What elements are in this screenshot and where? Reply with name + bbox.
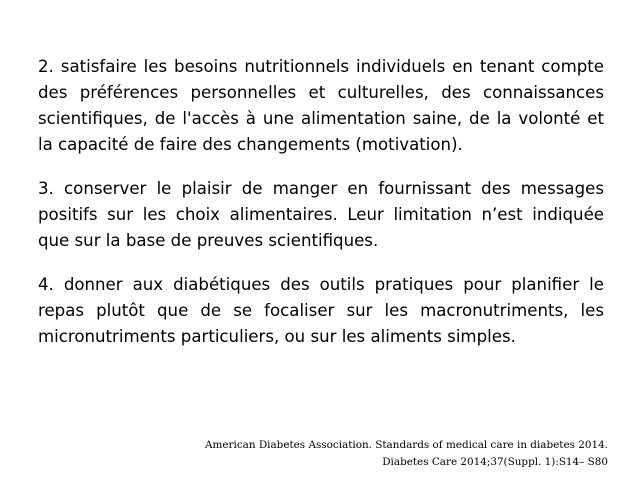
citation-line-2: Diabetes Care 2014;37(Suppl. 1):S14– S80	[382, 456, 608, 468]
citation-line-1: American Diabetes Association. Standards of medical care in diabetes 2014.	[205, 439, 608, 451]
recommendation-item-4: 4. donner aux diabétiques des outils pratiques pour planifier le repas plutôt que de se focaliser sur les macronutriments, les micronutriments particuliers, ou sur les aliments simples.	[38, 275, 604, 346]
recommendations-list	[38, 54, 604, 368]
recommendation-item-2: 2. satisfaire les besoins nutritionnels individuels en tenant compte des préférences personnelles et culturelles, des connaissances scientifiques, de l'accès à une alimentation saine, de la volonté et la capacité de faire des changements (motivation).	[38, 57, 604, 154]
recommendation-item-3: 3. conserver le plaisir de manger en fournissant des messages positifs sur les choix alimentaires. Leur limitation n’est indiquée que sur la base de preuves scientifiques.	[38, 179, 604, 250]
citation	[205, 437, 608, 471]
